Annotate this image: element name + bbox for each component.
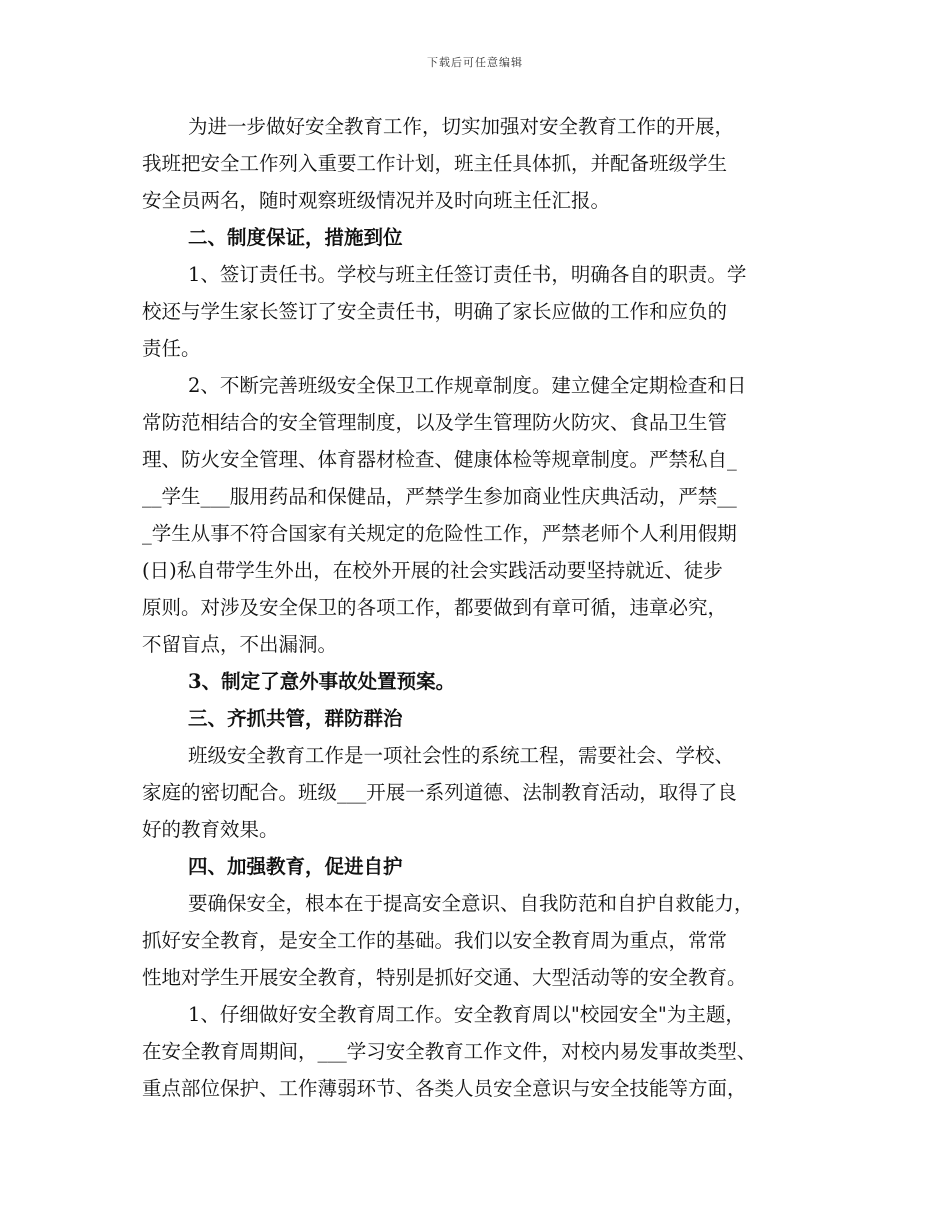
paragraph-line: 原则。对涉及安全保卫的各项工作，都要做到有章可循，违章必究， <box>142 596 728 619</box>
paragraph-line: __学生___服用药品和保健品，严禁学生参加商业性庆典活动，严禁__ <box>142 485 737 508</box>
paragraph-line: 校还与学生家长签订了安全责任书，明确了家长应做的工作和应负的 <box>142 300 728 323</box>
section-heading-line: 3、制定了意外事故处置预案。 <box>188 670 456 693</box>
document-body <box>142 108 818 1107</box>
paragraph-line: 责任。 <box>142 337 201 360</box>
paragraph-line: 1、签订责任书。学校与班主任签订责任书，明确各自的职责。学 <box>188 263 747 286</box>
paragraph-line: 重点部位保护、工作薄弱环节、各类人员安全意识与安全技能等方面， <box>142 1077 747 1100</box>
paragraph-line: 抓好安全教育，是安全工作的基础。我们以安全教育周为重点，常常 <box>142 929 728 952</box>
section-heading-line: 四、加强教育，促进自护 <box>188 855 403 878</box>
page-header: 下载后可任意编辑 <box>427 56 523 69</box>
paragraph-line: 班级安全教育工作是一项社会性的系统工程，需要社会、学校、 <box>188 744 735 767</box>
paragraph-line: 安全员两名，随时观察班级情况并及时向班主任汇报。 <box>142 189 611 212</box>
paragraph-line: 在安全教育周期间，___学习安全教育工作文件，对校内易发事故类型、 <box>142 1040 757 1063</box>
paragraph-line: 1、仔细做好安全教育周工作。安全教育周以"校园安全"为主题， <box>188 1003 745 1026</box>
paragraph-line: 常防范相结合的安全管理制度，以及学生管理防火防灾、食品卫生管 <box>142 411 728 434</box>
paragraph-line: 性地对学生开展安全教育，特别是抓好交通、大型活动等的安全教育。 <box>142 966 747 989</box>
paragraph-line: 理、防火安全管理、体育器材检查、健康体检等规章制度。严禁私自_ <box>142 448 737 471</box>
section-heading-line: 二、制度保证，措施到位 <box>188 226 403 249</box>
paragraph-line: 我班把安全工作列入重要工作计划，班主任具体抓，并配备班级学生 <box>142 152 728 175</box>
paragraph-line: 为进一步做好安全教育工作，切实加强对安全教育工作的开展， <box>188 115 735 138</box>
paragraph-line: _学生从事不符合国家有关规定的危险性工作，严禁老师个人利用假期 <box>142 522 737 545</box>
paragraph-line: 好的教育效果。 <box>142 818 279 841</box>
paragraph-line: (日)私自带学生外出，在校外开展的社会实践活动要坚持就近、徒步 <box>142 559 723 582</box>
section-heading-line: 三、齐抓共管，群防群治 <box>188 707 403 730</box>
paragraph-line: 家庭的密切配合。班级___开展一系列道德、法制教育活动，取得了良 <box>142 781 737 804</box>
paragraph-line: 不留盲点，不出漏洞。 <box>142 633 338 656</box>
paragraph-line: 要确保安全，根本在于提高安全意识、自我防范和自护自救能力， <box>188 892 754 915</box>
paragraph-line: 2、不断完善班级安全保卫工作规章制度。建立健全定期检查和日 <box>188 374 747 397</box>
